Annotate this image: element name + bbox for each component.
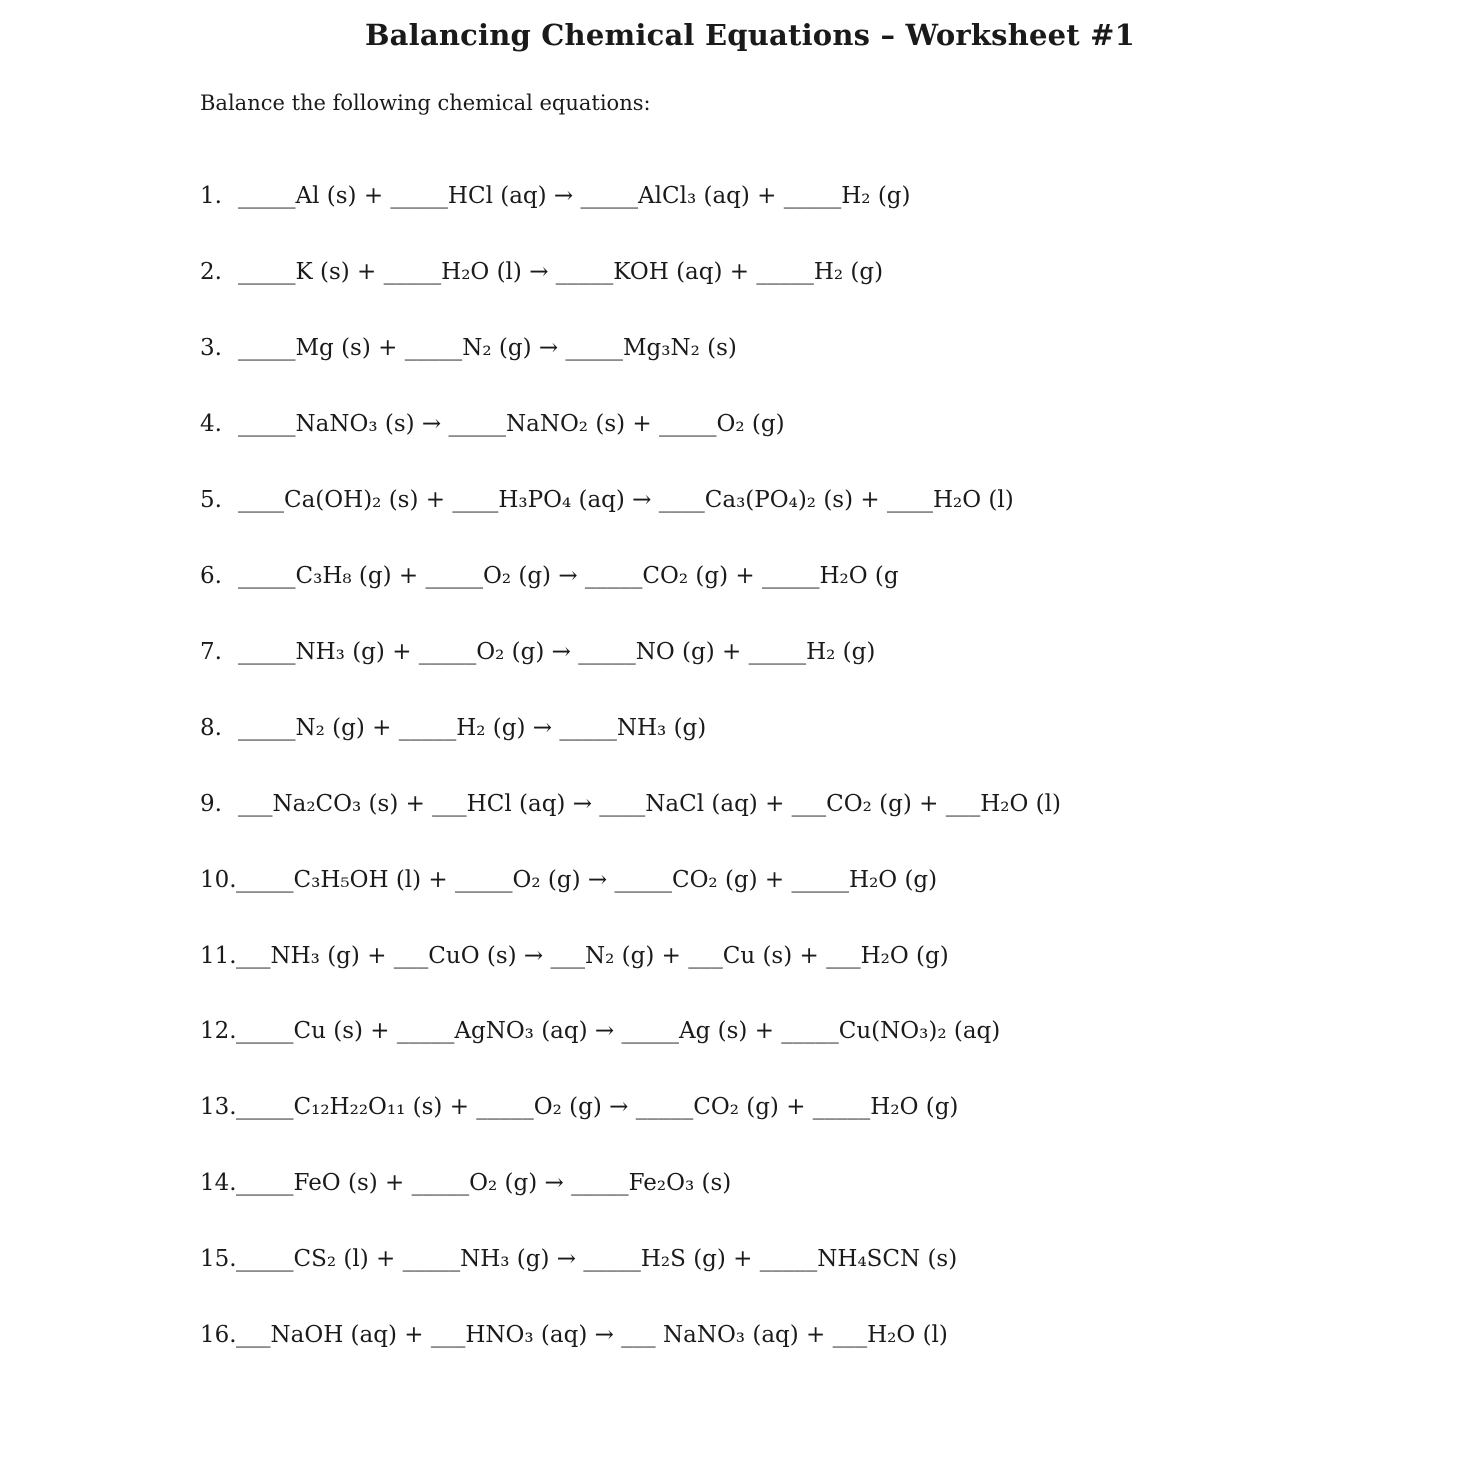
equation-number: 12. xyxy=(200,1018,237,1044)
equation-15 xyxy=(200,1241,957,1277)
equation-text: _____Al (s) + _____HCl (aq) → _____AlCl₃ (aq) + _____H₂ (g) xyxy=(238,183,911,209)
equation-4 xyxy=(200,406,785,442)
equation-text: ____Ca(OH)₂ (s) + ____H₃PO₄ (aq) → ____Ca₃(PO₄)₂ (s) + ____H₂O (l) xyxy=(238,487,1014,513)
equation-number: 7. xyxy=(200,639,222,665)
equation-text: _____NH₃ (g) + _____O₂ (g) → _____NO (g) + _____H₂ (g) xyxy=(238,639,876,665)
equation-10 xyxy=(200,862,937,898)
equation-7 xyxy=(200,634,875,670)
equation-5 xyxy=(200,482,1014,518)
equation-13 xyxy=(200,1089,958,1125)
equation-16 xyxy=(200,1317,948,1353)
equation-number: 4. xyxy=(200,411,222,437)
equation-8 xyxy=(200,710,706,746)
equation-text: _____NaNO₃ (s) → _____NaNO₂ (s) + _____O₂ (g) xyxy=(238,411,785,437)
equation-11 xyxy=(200,938,949,974)
equation-text: ___Na₂CO₃ (s) + ___HCl (aq) → ____NaCl (aq) + ___CO₂ (g) + ___H₂O (l) xyxy=(238,791,1061,817)
equation-text: ___NaOH (aq) + ___HNO₃ (aq) → ___ NaNO₃ (aq) + ___H₂O (l) xyxy=(236,1322,948,1348)
equation-text: _____C₃H₈ (g) + _____O₂ (g) → _____CO₂ (g) + _____H₂O (g xyxy=(238,563,899,589)
equation-9 xyxy=(200,786,1061,822)
equation-2 xyxy=(200,254,883,290)
equation-number: 11. xyxy=(200,943,237,969)
equation-14 xyxy=(200,1165,731,1201)
equation-1 xyxy=(200,178,911,214)
equation-text: _____Mg (s) + _____N₂ (g) → _____Mg₃N₂ (s) xyxy=(238,335,737,361)
equation-12 xyxy=(200,1013,1000,1049)
equation-text: _____K (s) + _____H₂O (l) → _____KOH (aq) + _____H₂ (g) xyxy=(238,259,884,285)
equation-number: 6. xyxy=(200,563,222,589)
equation-number: 10. xyxy=(200,867,237,893)
equation-number: 15. xyxy=(200,1246,237,1272)
equation-number: 14. xyxy=(200,1170,237,1196)
equation-number: 2. xyxy=(200,259,222,285)
equation-number: 9. xyxy=(200,791,222,817)
equation-number: 13. xyxy=(200,1094,237,1120)
equation-text: _____N₂ (g) + _____H₂ (g) → _____NH₃ (g) xyxy=(238,715,707,741)
equation-text: _____FeO (s) + _____O₂ (g) → _____Fe₂O₃ (s) xyxy=(236,1170,732,1196)
equation-text: _____C₁₂H₂₂O₁₁ (s) + _____O₂ (g) → _____CO₂ (g) + _____H₂O (g) xyxy=(236,1094,959,1120)
equation-text: _____Cu (s) + _____AgNO₃ (aq) → _____Ag (s) + _____Cu(NO₃)₂ (aq) xyxy=(236,1018,1001,1044)
equation-text: _____CS₂ (l) + _____NH₃ (g) → _____H₂S (g) + _____NH₄SCN (s) xyxy=(236,1246,958,1272)
equation-text: _____C₃H₅OH (l) + _____O₂ (g) → _____CO₂ (g) + _____H₂O (g) xyxy=(236,867,938,893)
equation-6 xyxy=(200,558,899,594)
equation-number: 3. xyxy=(200,335,222,361)
instructions: Balance the following chemical equations: xyxy=(200,91,651,115)
equation-3 xyxy=(200,330,737,366)
equation-number: 16. xyxy=(200,1322,237,1348)
equation-number: 5. xyxy=(200,487,222,513)
equation-text: ___NH₃ (g) + ___CuO (s) → ___N₂ (g) + ___Cu (s) + ___H₂O (g) xyxy=(236,943,949,969)
equation-number: 8. xyxy=(200,715,222,741)
worksheet-title: Balancing Chemical Equations – Worksheet #1 xyxy=(364,18,1136,52)
equation-number: 1. xyxy=(200,183,222,209)
